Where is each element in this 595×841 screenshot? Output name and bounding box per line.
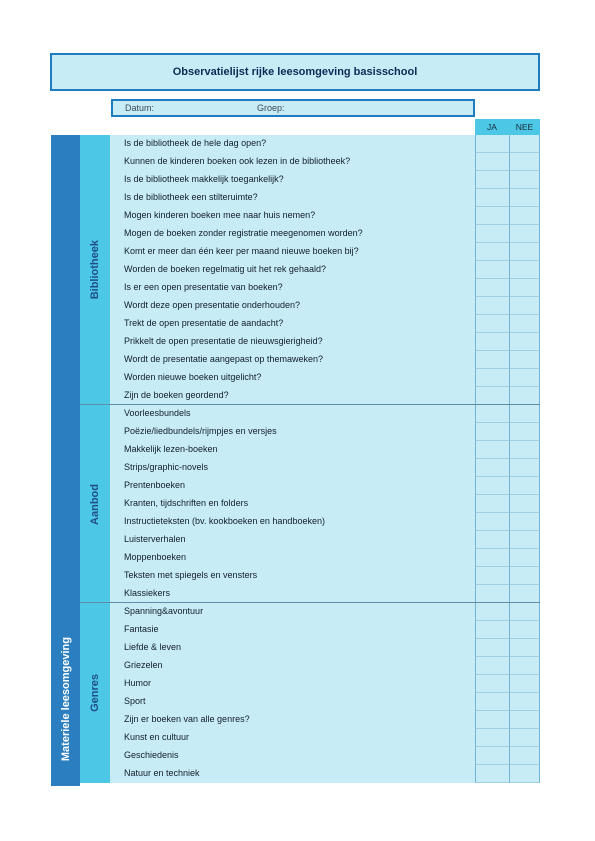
checklist-row <box>110 153 540 171</box>
checklist-row <box>110 531 540 549</box>
checklist-question: Zijn de boeken geordend? <box>124 390 229 400</box>
checklist-question: Is de bibliotheek de hele dag open? <box>124 138 267 148</box>
ja-checkbox-cell[interactable] <box>475 675 509 693</box>
nee-checkbox-cell[interactable] <box>509 225 540 243</box>
checklist-question: Moppenboeken <box>124 552 187 562</box>
checklist-question: Worden nieuwe boeken uitgelicht? <box>124 372 262 382</box>
nee-checkbox-cell[interactable] <box>509 207 540 225</box>
nee-checkbox-cell[interactable] <box>509 531 540 549</box>
checklist-row <box>110 369 540 387</box>
nee-checkbox-cell[interactable] <box>509 297 540 315</box>
checklist-row <box>110 135 540 153</box>
ja-checkbox-cell[interactable] <box>475 621 509 639</box>
column-header-nee <box>509 119 540 135</box>
checklist-question: Instructieteksten (bv. kookboeken en handboeken) <box>124 516 325 526</box>
ja-checkbox-cell[interactable] <box>475 351 509 369</box>
checklist-question: Zijn er boeken van alle genres? <box>124 714 250 724</box>
page-title <box>50 53 540 91</box>
ja-checkbox-cell[interactable] <box>475 459 509 477</box>
column-header-ja-label: JA <box>487 122 497 132</box>
nee-checkbox-cell[interactable] <box>509 477 540 495</box>
checklist-row <box>110 747 540 765</box>
checklist-row <box>110 225 540 243</box>
ja-checkbox-cell[interactable] <box>475 711 509 729</box>
ja-checkbox-cell[interactable] <box>475 531 509 549</box>
checklist-question: Spanning&avontuur <box>124 606 204 616</box>
checklist-row <box>110 459 540 477</box>
ja-checkbox-cell[interactable] <box>475 189 509 207</box>
ja-checkbox-cell[interactable] <box>475 639 509 657</box>
ja-checkbox-cell[interactable] <box>475 153 509 171</box>
nee-checkbox-cell[interactable] <box>509 171 540 189</box>
checklist-question: Is er een open presentatie van boeken? <box>124 282 283 292</box>
checklist-row <box>110 675 540 693</box>
nee-checkbox-cell[interactable] <box>509 675 540 693</box>
section-band-2 <box>80 603 110 783</box>
checklist-question: Voorleesbundels <box>124 408 191 418</box>
checklist-question: Komt er meer dan één keer per maand nieuwe boeken bij? <box>124 246 359 256</box>
checklist-question: Fantasie <box>124 624 159 634</box>
checklist-row <box>110 189 540 207</box>
checklist-row <box>110 729 540 747</box>
checklist-row <box>110 621 540 639</box>
nee-checkbox-cell[interactable] <box>509 765 540 783</box>
checklist-row <box>110 585 540 603</box>
checklist-row <box>110 261 540 279</box>
ja-checkbox-cell[interactable] <box>475 387 509 405</box>
checklist-question: Sport <box>124 696 146 706</box>
nee-checkbox-cell[interactable] <box>509 441 540 459</box>
nee-checkbox-cell[interactable] <box>509 135 540 153</box>
ja-checkbox-cell[interactable] <box>475 765 509 783</box>
section-band-0 <box>80 135 110 405</box>
ja-checkbox-cell[interactable] <box>475 405 509 423</box>
checklist-question: Makkelijk lezen-boeken <box>124 444 218 454</box>
checklist-row <box>110 639 540 657</box>
checklist-row <box>110 567 540 585</box>
checklist-question: Teksten met spiegels en vensters <box>124 570 258 580</box>
checklist-row <box>110 603 540 621</box>
checklist-row <box>110 549 540 567</box>
checklist-question: Poëzie/liedbundels/rijmpjes en versjes <box>124 426 277 436</box>
checklist-row <box>110 243 540 261</box>
ja-checkbox-cell[interactable] <box>475 657 509 675</box>
ja-checkbox-cell[interactable] <box>475 495 509 513</box>
nee-checkbox-cell[interactable] <box>509 153 540 171</box>
checklist-question: Griezelen <box>124 660 163 670</box>
nee-checkbox-cell[interactable] <box>509 369 540 387</box>
ja-checkbox-cell[interactable] <box>475 297 509 315</box>
checklist-question: Wordt deze open presentatie onderhouden? <box>124 300 300 310</box>
nee-checkbox-cell[interactable] <box>509 315 540 333</box>
nee-checkbox-cell[interactable] <box>509 603 540 621</box>
nee-checkbox-cell[interactable] <box>509 711 540 729</box>
checklist-question: Luisterverhalen <box>124 534 186 544</box>
nee-checkbox-cell[interactable] <box>509 387 540 405</box>
checklist-question: Kunnen de kinderen boeken ook lezen in de bibliotheek? <box>124 156 351 166</box>
section-label: Aanbod <box>89 483 101 525</box>
ja-checkbox-cell[interactable] <box>475 369 509 387</box>
section-divider <box>80 602 540 603</box>
checklist-row <box>110 279 540 297</box>
checklist-row <box>110 405 540 423</box>
column-header-ja <box>475 119 509 135</box>
nee-checkbox-cell[interactable] <box>509 189 540 207</box>
checklist-row <box>110 513 540 531</box>
checklist-question: Prentenboeken <box>124 480 186 490</box>
nee-checkbox-cell[interactable] <box>509 423 540 441</box>
date-label: Datum: <box>125 103 155 113</box>
nee-checkbox-cell[interactable] <box>509 351 540 369</box>
nee-checkbox-cell[interactable] <box>509 729 540 747</box>
ja-checkbox-cell[interactable] <box>475 603 509 621</box>
checklist-row <box>110 477 540 495</box>
nee-checkbox-cell[interactable] <box>509 459 540 477</box>
ja-checkbox-cell[interactable] <box>475 243 509 261</box>
outer-category <box>51 135 80 786</box>
ja-checkbox-cell[interactable] <box>475 207 509 225</box>
ja-checkbox-cell[interactable] <box>475 729 509 747</box>
ja-checkbox-cell[interactable] <box>475 225 509 243</box>
ja-checkbox-cell[interactable] <box>475 261 509 279</box>
checklist-question: Klassiekers <box>124 588 171 598</box>
checklist-question: Mogen de boeken zonder registratie meegenomen worden? <box>124 228 363 238</box>
nee-checkbox-cell[interactable] <box>509 243 540 261</box>
nee-checkbox-cell[interactable] <box>509 621 540 639</box>
checklist-row <box>110 387 540 405</box>
ja-checkbox-cell[interactable] <box>475 477 509 495</box>
date-group-row <box>111 99 475 117</box>
ja-checkbox-cell[interactable] <box>475 693 509 711</box>
group-label: Groep: <box>257 103 285 113</box>
ja-checkbox-cell[interactable] <box>475 585 509 603</box>
checklist-row <box>110 711 540 729</box>
nee-checkbox-cell[interactable] <box>509 261 540 279</box>
checklist-question: Prikkelt de open presentatie de nieuwsgierigheid? <box>124 336 323 346</box>
page-title-text: Observatielijst rijke leesomgeving basisschool <box>172 66 418 78</box>
checklist-row <box>110 495 540 513</box>
checklist-row <box>110 441 540 459</box>
checklist-question: Is de bibliotheek makkelijk toegankelijk? <box>124 174 284 184</box>
checklist-row <box>110 351 540 369</box>
checklist-question: Kranten, tijdschriften en folders <box>124 498 249 508</box>
nee-checkbox-cell[interactable] <box>509 495 540 513</box>
checklist-table <box>110 135 540 783</box>
checklist-question: Humor <box>124 678 152 688</box>
checklist-question: Is de bibliotheek een stilteruimte? <box>124 192 258 202</box>
section-label: Genres <box>89 674 101 712</box>
nee-checkbox-cell[interactable] <box>509 585 540 603</box>
checklist-question: Worden de boeken regelmatig uit het rek gehaald? <box>124 264 326 274</box>
ja-checkbox-cell[interactable] <box>475 513 509 531</box>
checklist-question: Trekt de open presentatie de aandacht? <box>124 318 284 328</box>
nee-checkbox-cell[interactable] <box>509 567 540 585</box>
nee-checkbox-cell[interactable] <box>509 279 540 297</box>
checklist-row <box>110 297 540 315</box>
nee-checkbox-cell[interactable] <box>509 333 540 351</box>
ja-checkbox-cell[interactable] <box>475 333 509 351</box>
nee-checkbox-cell[interactable] <box>509 405 540 423</box>
ja-checkbox-cell[interactable] <box>475 135 509 153</box>
nee-checkbox-cell[interactable] <box>509 639 540 657</box>
checklist-row <box>110 693 540 711</box>
checklist-question: Wordt de presentatie aangepast op themaweken? <box>124 354 323 364</box>
ja-checkbox-cell[interactable] <box>475 279 509 297</box>
nee-checkbox-cell[interactable] <box>509 657 540 675</box>
nee-checkbox-cell[interactable] <box>509 549 540 567</box>
ja-checkbox-cell[interactable] <box>475 747 509 765</box>
ja-checkbox-cell[interactable] <box>475 441 509 459</box>
ja-checkbox-cell[interactable] <box>475 567 509 585</box>
ja-checkbox-cell[interactable] <box>475 315 509 333</box>
checklist-row <box>110 657 540 675</box>
checklist-row <box>110 333 540 351</box>
checklist-question: Mogen kinderen boeken mee naar huis nemen? <box>124 210 316 220</box>
checklist-question: Natuur en techniek <box>124 768 200 778</box>
nee-checkbox-cell[interactable] <box>509 747 540 765</box>
checklist-question: Liefde & leven <box>124 642 182 652</box>
section-label: Bibliotheek <box>89 240 101 300</box>
section-divider <box>80 404 540 405</box>
checklist-question: Strips/graphic-novels <box>124 462 209 472</box>
ja-checkbox-cell[interactable] <box>475 423 509 441</box>
outer-category-label: Materiele leesomgeving <box>59 636 72 761</box>
ja-checkbox-cell[interactable] <box>475 171 509 189</box>
checklist-row <box>110 315 540 333</box>
column-header-nee-label: NEE <box>515 122 534 132</box>
checklist-row <box>110 171 540 189</box>
checklist-row <box>110 423 540 441</box>
nee-checkbox-cell[interactable] <box>509 513 540 531</box>
checklist-row <box>110 765 540 783</box>
nee-checkbox-cell[interactable] <box>509 693 540 711</box>
section-band-1 <box>80 405 110 603</box>
checklist-question: Geschiedenis <box>124 750 179 760</box>
checklist-question: Kunst en cultuur <box>124 732 190 742</box>
ja-checkbox-cell[interactable] <box>475 549 509 567</box>
checklist-row <box>110 207 540 225</box>
